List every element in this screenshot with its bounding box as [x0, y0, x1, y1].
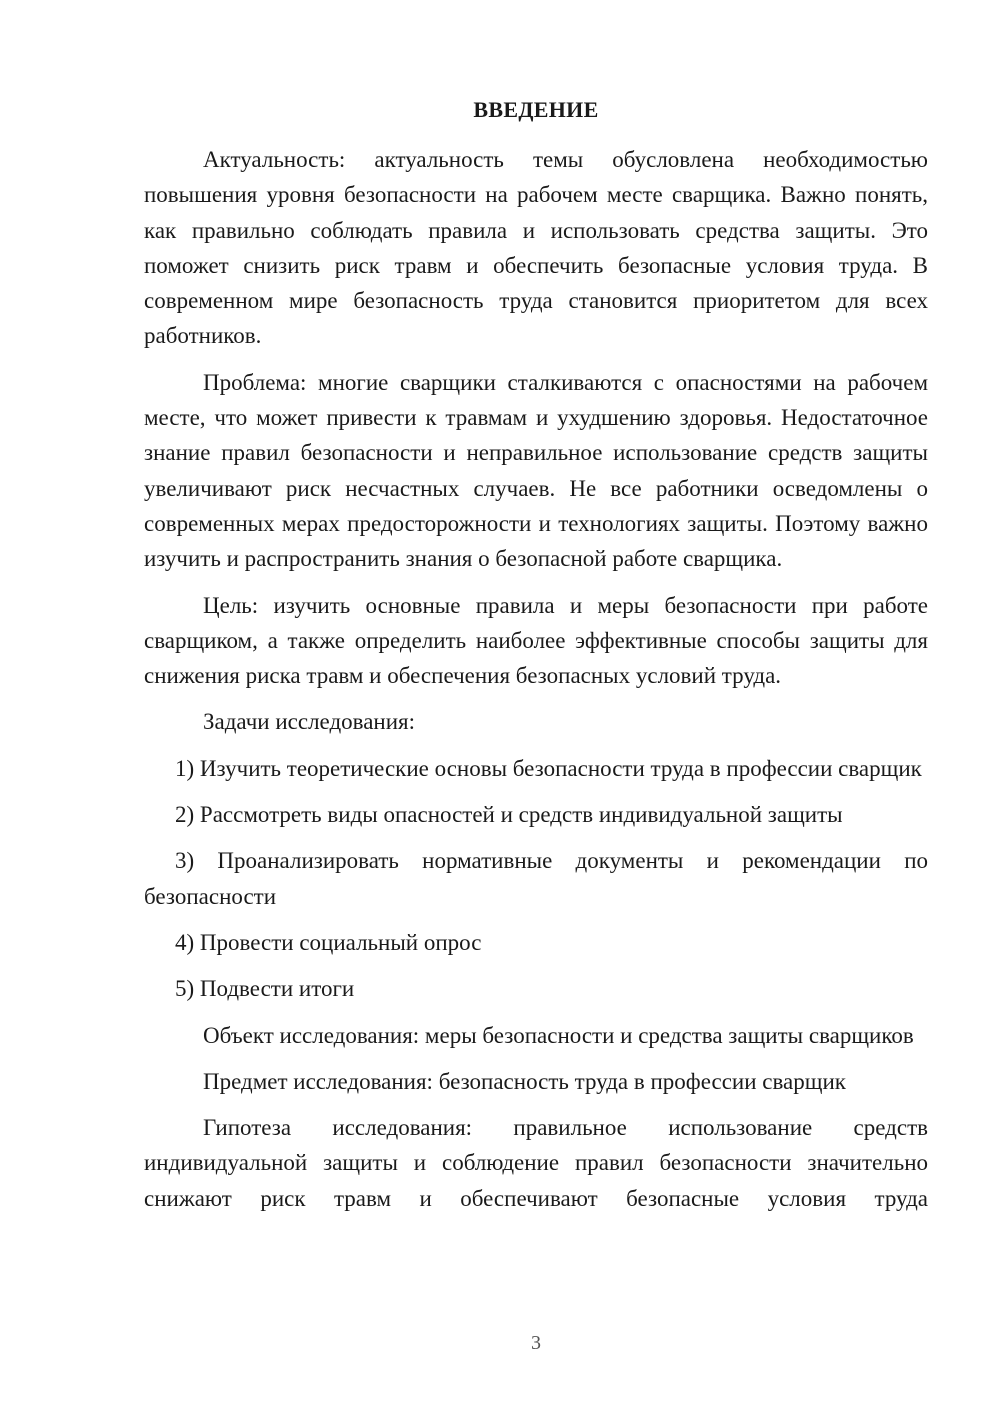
task-item-4: 4) Провести социальный опрос [175, 929, 482, 955]
hypothesis-paragraph: Гипотеза исследования: правильное использование средств индивидуальной защиты и соблюдение правил безопасности значительно снижают риск травм и обеспечивают безопасные условия труда [144, 1115, 928, 1211]
object-paragraph: Объект исследования: меры безопасности и средства защиты сварщиков [203, 1022, 914, 1048]
task-item-5: 5) Подвести итоги [175, 976, 355, 1002]
problem-paragraph: Проблема: многие сварщики сталкиваются с опасностями на рабочем месте, что может привести к травмам и ухудшению здоровья. Недостаточное знание правил безопасности и неправильное использование средств защиты увеличивают риск несчастных случаев. Не все работники осведомлены о современных мерах предосторожности и технологиях защиты. Поэтому важно изучить и распространить знания о безопасной работе сварщика. [144, 369, 928, 572]
section-heading: ВВЕДЕНИЕ [473, 97, 599, 122]
task-item-2: 2) Рассмотреть виды опасностей и средств индивидуальной защиты [175, 802, 843, 828]
subject-paragraph: Предмет исследования: безопасность труда в профессии сварщик [203, 1068, 846, 1094]
page-number: 3 [531, 1332, 541, 1354]
relevance-paragraph: Актуальность: актуальность темы обусловлена необходимостью повышения уровня безопасности на рабочем месте сварщика. Важно понять, как правильно соблюдать правила и использовать средства защиты. Это поможет снизить риск травм и обеспечить безопасные условия труда. В современном мире безопасность труда становится приоритетом для всех работников. [144, 147, 928, 349]
page-content [144, 92, 928, 1227]
task-item-3: 3) Проанализировать нормативные документы и рекомендации по безопасности [144, 848, 928, 909]
tasks-title: Задачи исследования: [203, 709, 416, 735]
task-item-1: 1) Изучить теоретические основы безопасности труда в профессии сварщик [175, 755, 922, 781]
goal-paragraph: Цель: изучить основные правила и меры безопасности при работе сварщиком, а также определить наиболее эффективные способы защиты для снижения риска травм и обеспечения безопасных условий труда. [144, 592, 928, 689]
